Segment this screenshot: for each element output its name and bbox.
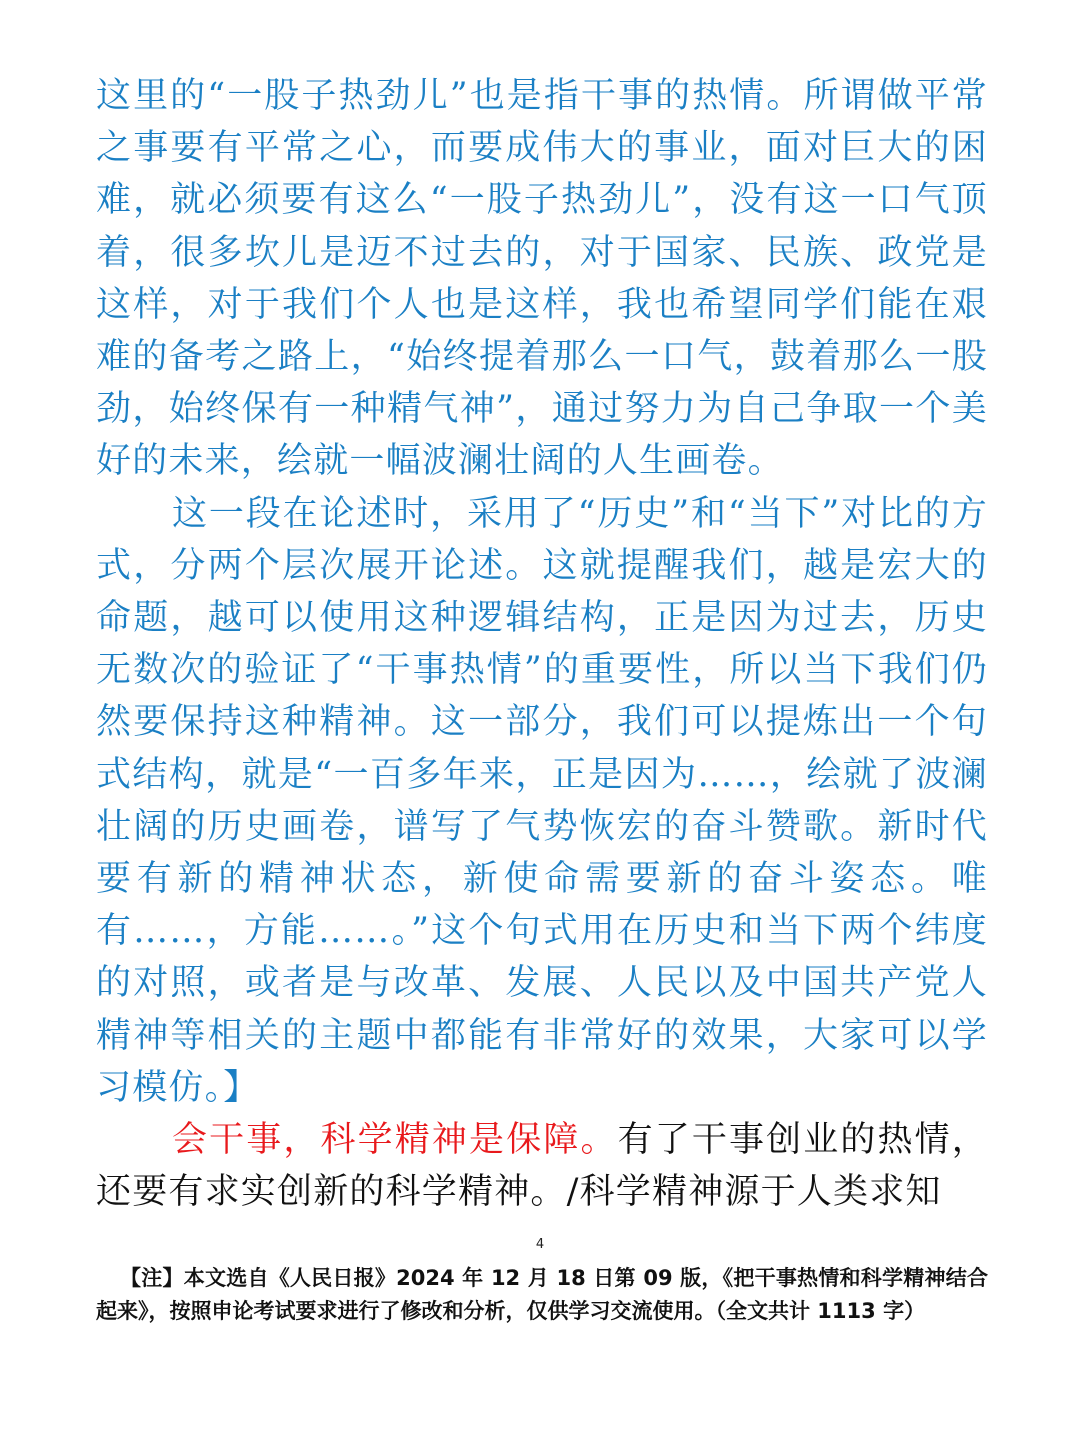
page-number: 4 (535, 1237, 545, 1252)
footnote: 【注】本文选自《人民日报》2024 年 12 月 18 日第 09 版，《把干事热情和科学精神结合起来》，按照申论考试要求进行了修改和分析，仅供学习交流使用。（全文共计 1113 字） (96, 1266, 988, 1323)
body-paragraph-text: 有了干事创业的热情，还要有求实创新的科学精神。/科学精神源于人类求知 (96, 1120, 988, 1213)
document-body (96, 70, 988, 1218)
section-heading-highlight: 会干事，科学精神是保障。 (172, 1120, 618, 1161)
analysis-paragraph-1: 这里的“一股子热劲儿”也是指干事的热情。所谓做平常之事要有平常之心，而要成伟大的事业，面对巨大的困难，就必须要有这么“一股子热劲儿”，没有这一口气顶着，很多坎儿是迈不过去的，对于国家、民族、政党是这样，对于我们个人也是这样，我也希望同学们能在艰难的备考之路上，“始终提着那么一口气，鼓着那么一股劲，始终保有一种精气神”，通过努力为自己争取一个美好的未来，绘就一幅波澜壮阔的人生画卷。 (96, 76, 988, 482)
body-paragraph-science (96, 1114, 988, 1218)
analysis-paragraph-2: 这一段在论述时，采用了“历史”和“当下”对比的方式，分两个层次展开论述。这就提醒我们，越是宏大的命题，越可以使用这种逻辑结构，正是因为过去，历史无数次的验证了“干事热情”的重要性，所以当下我们仍然要保持这种精神。这一部分，我们可以提炼出一个句式结构，就是“一百多年来，正是因为……，绘就了波澜壮阔的历史画卷，谱写了气势恢宏的奋斗赞歌。新时代要有新的精神状态，新使命需要新的奋斗姿态。唯有……，方能……。”这个句式用在历史和当下两个纬度的对照，或者是与改革、发展、人民以及中国共产党人精神等相关的主题中都能有非常好的效果，大家可以学习模仿。】 (96, 493, 988, 1108)
